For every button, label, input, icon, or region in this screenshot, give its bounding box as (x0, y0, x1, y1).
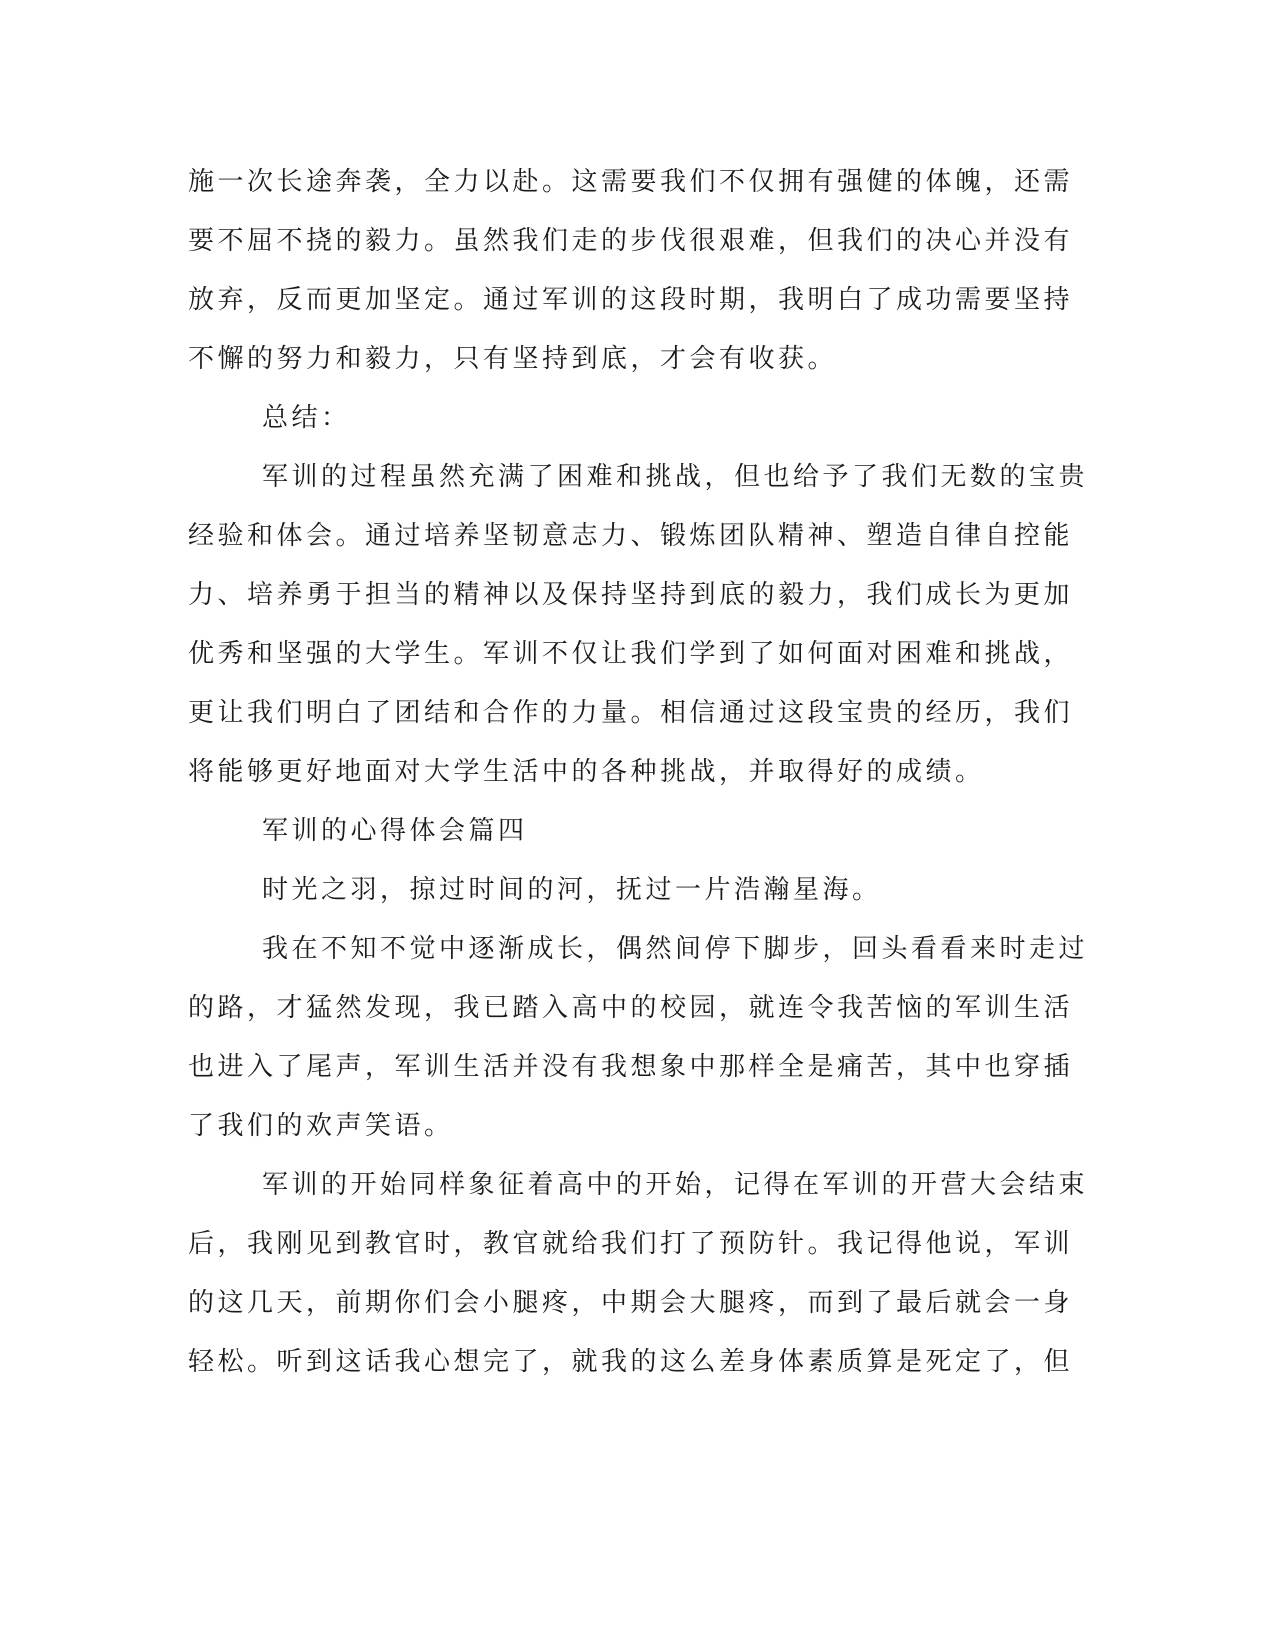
section-heading: 总结： (262, 403, 351, 433)
text-line: 军训的开始同样象征着高中的开始，记得在军训的开营大会结束 (262, 1170, 1089, 1200)
text-line: 也进入了尾声，军训生活并没有我想象中那样全是痛苦，其中也穿插 (188, 1052, 1074, 1082)
text-line: 要不屈不挠的毅力。虽然我们走的步伐很艰难，但我们的决心并没有 (188, 226, 1074, 256)
text-line: 不懈的努力和毅力，只有坚持到底，才会有收获。 (188, 344, 838, 374)
text-line: 优秀和坚强的大学生。军训不仅让我们学到了如何面对困难和挑战， (188, 639, 1074, 669)
section-title: 军训的心得体会篇四 (262, 816, 528, 846)
text-line: 军训的过程虽然充满了困难和挑战，但也给予了我们无数的宝贵 (262, 462, 1089, 492)
text-line: 我在不知不觉中逐渐成长，偶然间停下脚步，回头看看来时走过 (262, 934, 1089, 964)
text-line: 时光之羽，掠过时间的河，抚过一片浩瀚星海。 (262, 875, 882, 905)
text-line: 力、培养勇于担当的精神以及保持坚持到底的毅力，我们成长为更加 (188, 580, 1074, 610)
text-line: 轻松。听到这话我心想完了，就我的这么差身体素质算是死定了，但 (188, 1347, 1074, 1377)
text-line: 将能够更好地面对大学生活中的各种挑战，并取得好的成绩。 (188, 757, 985, 787)
text-line: 了我们的欢声笑语。 (188, 1111, 454, 1141)
text-line: 更让我们明白了团结和合作的力量。相信通过这段宝贵的经历，我们 (188, 698, 1074, 728)
text-line: 的路，才猛然发现，我已踏入高中的校园，就连令我苦恼的军训生活 (188, 993, 1074, 1023)
text-line: 放弃，反而更加坚定。通过军训的这段时期，我明白了成功需要坚持 (188, 285, 1074, 315)
text-line: 的这几天，前期你们会小腿疼，中期会大腿疼，而到了最后就会一身 (188, 1288, 1074, 1318)
text-line: 施一次长途奔袭，全力以赴。这需要我们不仅拥有强健的体魄，还需 (188, 167, 1074, 197)
text-line: 后，我刚见到教官时，教官就给我们打了预防针。我记得他说，军训 (188, 1229, 1074, 1259)
text-line: 经验和体会。通过培养坚韧意志力、锻炼团队精神、塑造自律自控能 (188, 521, 1074, 551)
